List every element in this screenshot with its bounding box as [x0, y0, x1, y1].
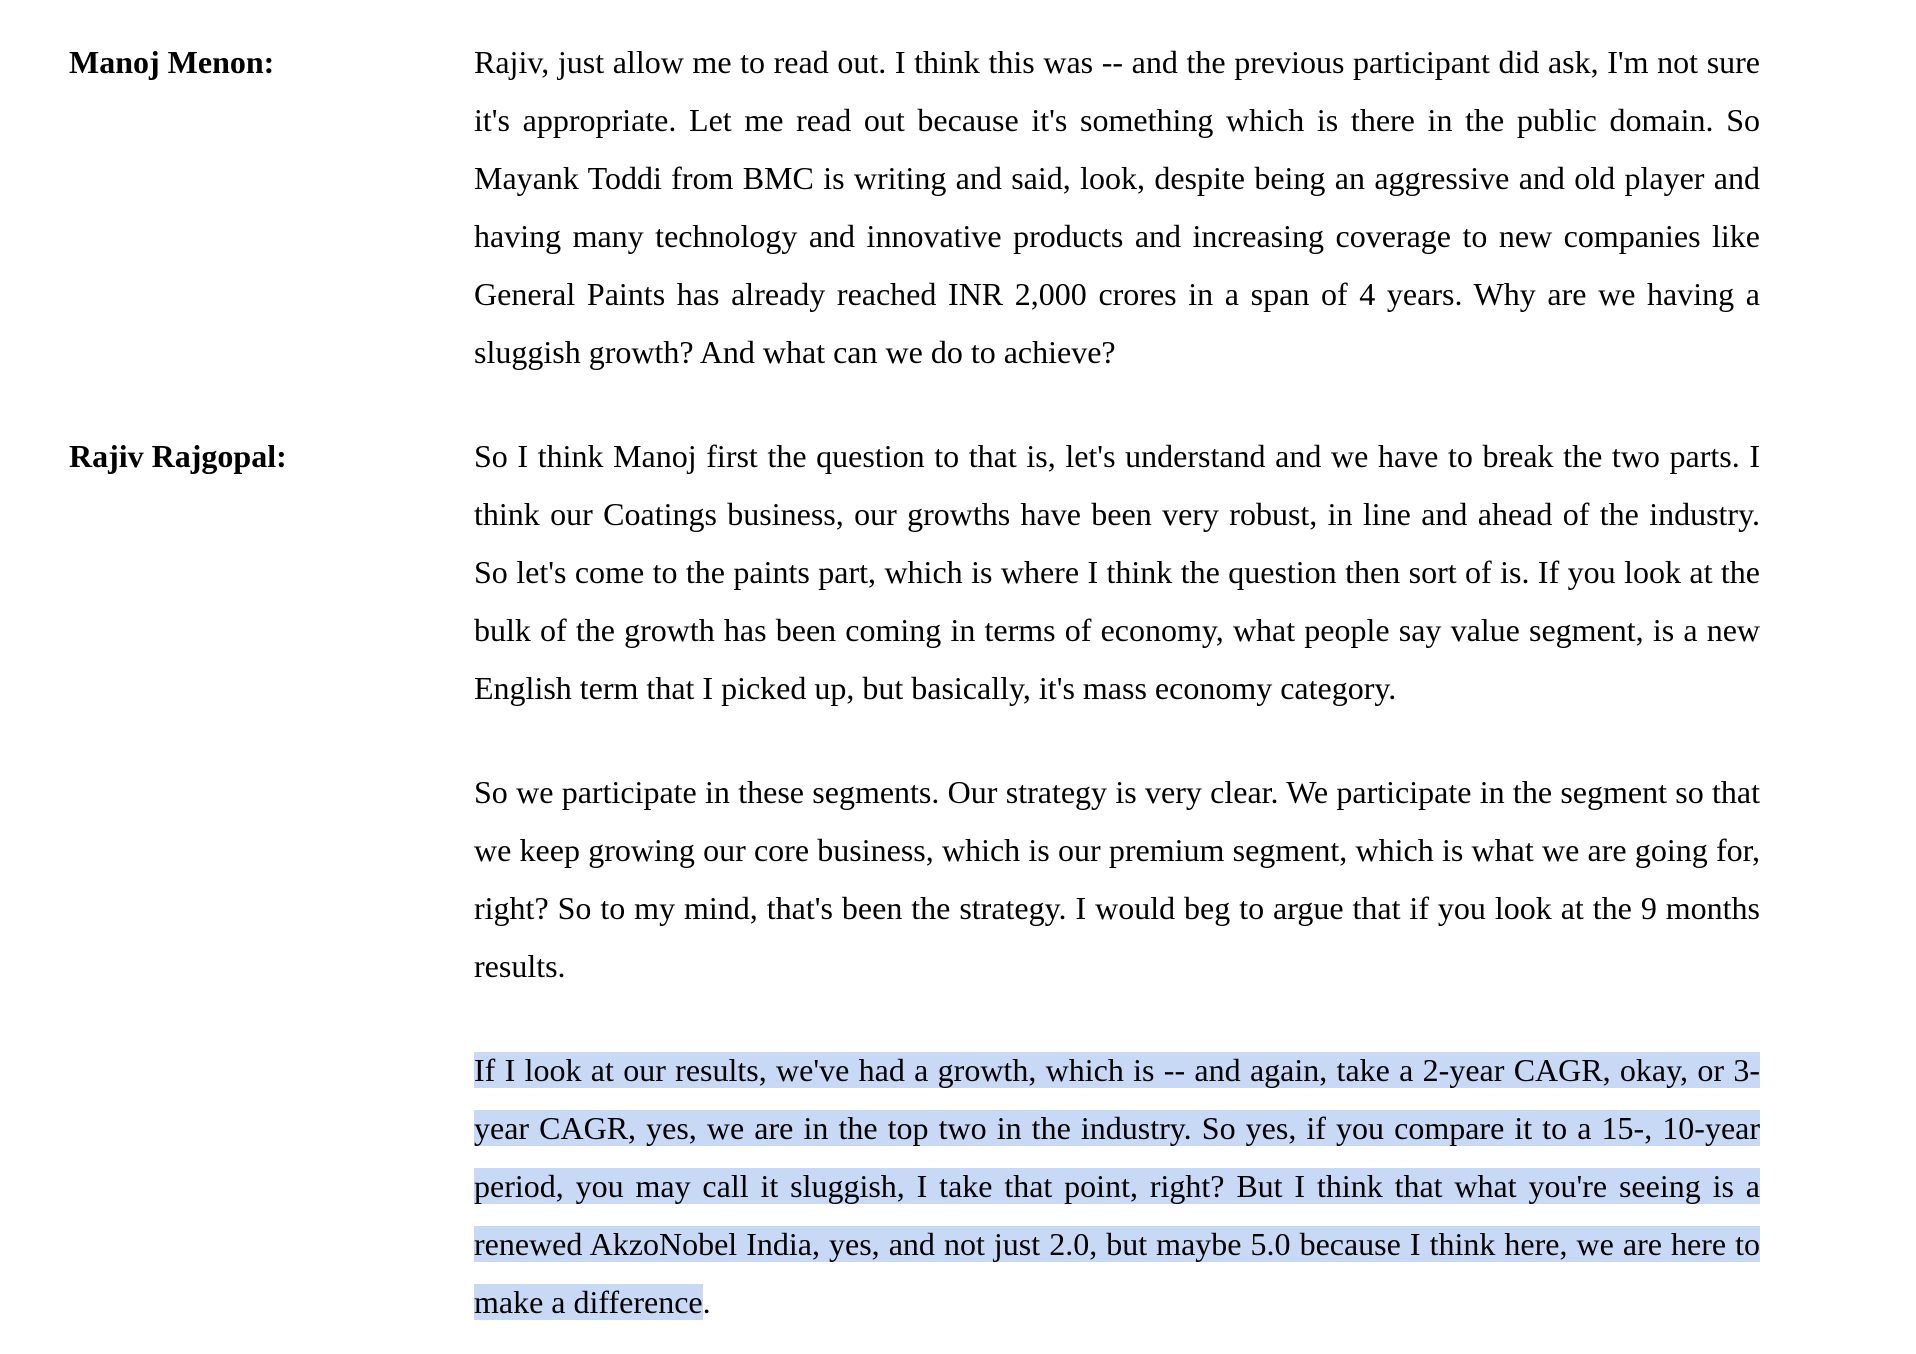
speech-paragraph[interactable]: Rajiv, just allow me to read out. I think this was -- and the previous participant did ask, I'm not sure it's appropriate. Let me read out because it's something which is there in the public domain. So Mayank Toddi from BMC is writing and said, look, despite being an aggressive and old player and having many technology and innovative products and increasing coverage to new companies like General Paints has already reached INR 2,000 crores in a span of 4 years. Why are we having a sluggish growth? And what can we do to achieve?: [474, 44, 1760, 370]
speaker-name: Manoj Menon:: [69, 44, 275, 80]
unselected-trailing-text: .: [702, 1284, 711, 1320]
speech-paragraph[interactable]: So we participate in these segments. Our strategy is very clear. We participate in the segment so that we keep growing our core business, which is our premium segment, which is what we are going for, right? So to my mind, that's been the strategy. I would beg to argue that if you look at the 9 months results.: [474, 774, 1760, 984]
speaker-name: Rajiv Rajgopal:: [69, 438, 287, 474]
speech-paragraph[interactable]: So I think Manoj first the question to that is, let's understand and we have to break the two parts. I think our Coatings business, our growths have been very robust, in line and ahead of the industry. So let's come to the paints part, which is where I think the question then sort of is. If you look at the bulk of the growth has been coming in terms of economy, what people say value segment, is a new English term that I picked up, but basically, it's mass economy category.: [474, 438, 1760, 706]
text-selection-highlight[interactable]: If I look at our results, we've had a growth, which is -- and again, take a 2-year CAGR, okay, or 3-year CAGR, yes, we are in the top two in the industry. So yes, if you compare it to a 15-, 10-year period, you may call it sluggish, I take that point, right? But I think that what you're seeing is a renewed AkzoNobel India, yes, and not just 2.0, but maybe 5.0 because I think here, we are here to make a difference: [474, 1052, 1760, 1320]
speech-paragraph-selected[interactable]: [474, 1041, 1760, 1331]
